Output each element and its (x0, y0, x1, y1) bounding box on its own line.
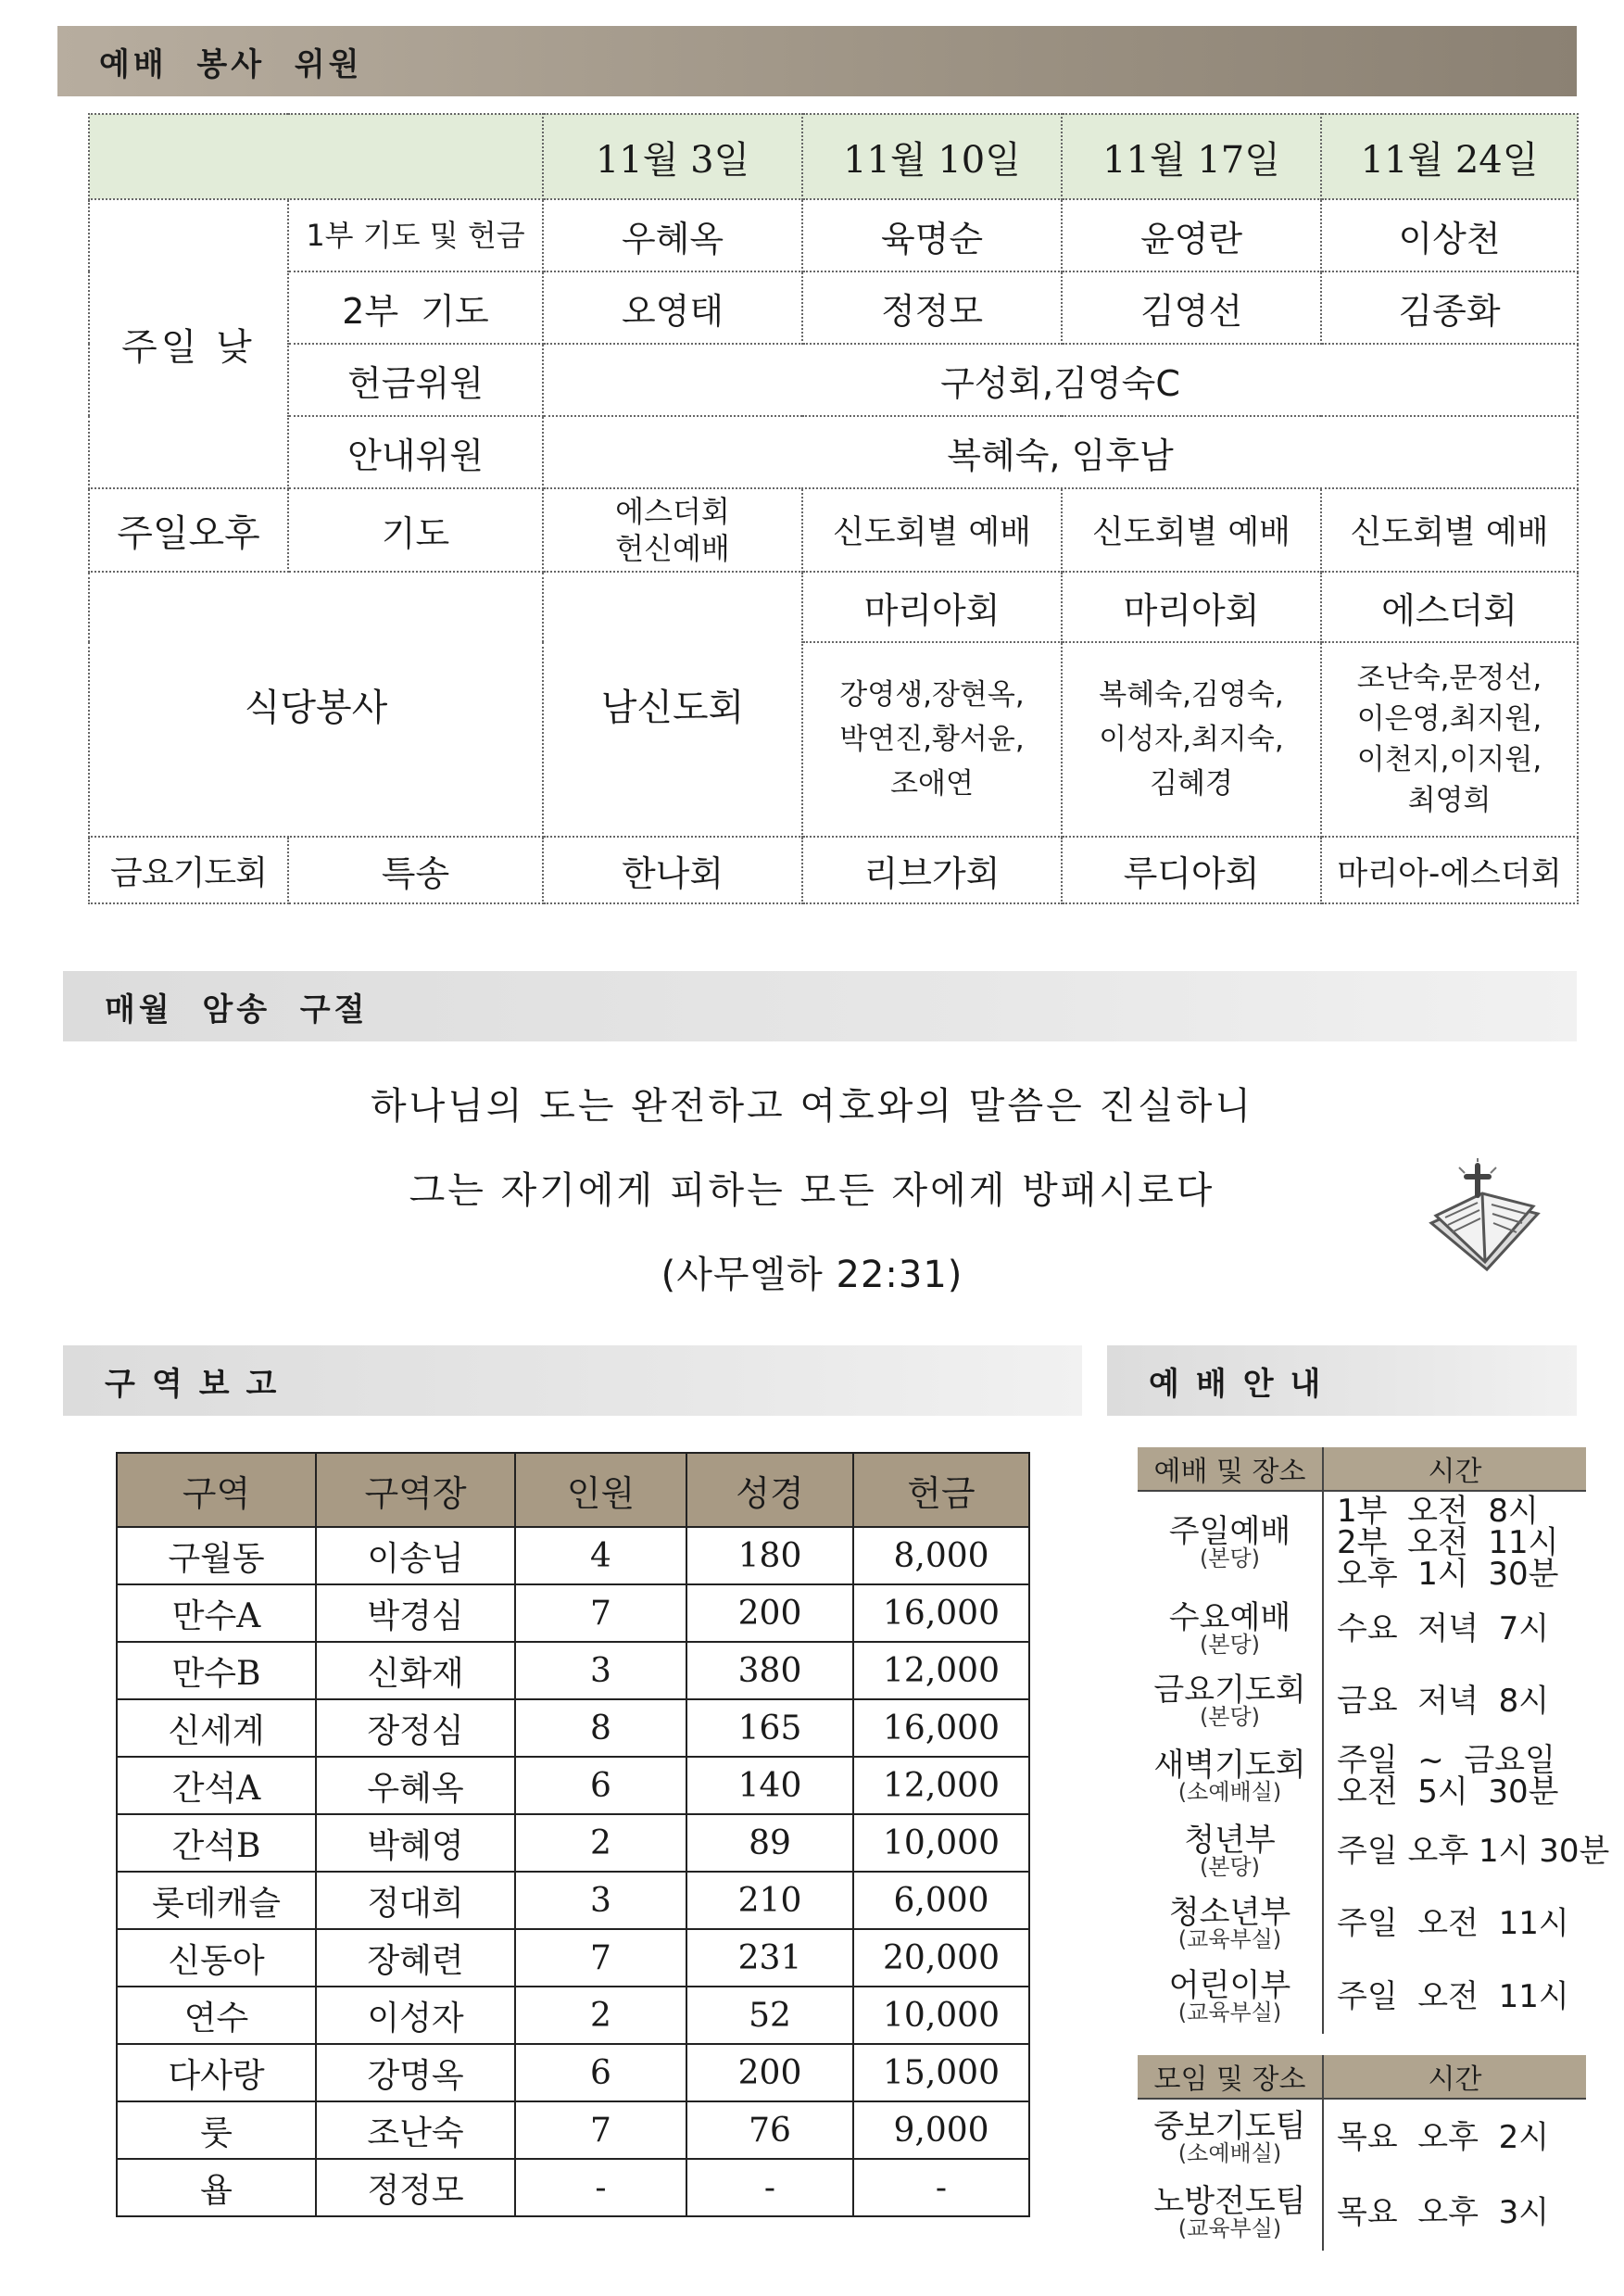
afternoon-week1-line: 헌신예배 (615, 531, 730, 566)
sunday-day-label: 주일 낮 (89, 199, 288, 488)
name-cell: 이상천 (1321, 199, 1578, 271)
table-row (1138, 1887, 1586, 1960)
kitchen-members (1062, 642, 1321, 837)
service-row (89, 199, 1578, 271)
friday-cell: 리브가회 (802, 837, 1062, 903)
offering-amount: 15,000 (853, 2044, 1029, 2101)
worship-place (1138, 1593, 1323, 1665)
kitchen-group: 마리아회 (1062, 572, 1321, 642)
leader-name: 신화재 (316, 1642, 515, 1699)
district-name: 구월동 (117, 1527, 316, 1584)
offering-amount: 16,000 (853, 1699, 1029, 1757)
date-cell: 11월 17일 (1062, 114, 1321, 199)
member-line: 이은영,최지원, (1356, 702, 1542, 736)
service-table (88, 113, 1579, 904)
worship-place (1138, 1665, 1323, 1737)
kitchen-group: 마리아회 (802, 572, 1062, 642)
member-line: 복혜숙,김영숙, (1099, 678, 1284, 712)
worship-location: (본당) (1199, 1854, 1261, 1880)
member-line: 김혜경 (1150, 767, 1233, 801)
leader-name: 이송님 (316, 1527, 515, 1584)
table-row (1138, 1815, 1586, 1887)
table-row (117, 2044, 1029, 2101)
verse-line-2: 그는 자기에게 피하는 모든 자에게 방패시로다 (409, 1169, 1215, 1212)
worship-location: (소예배실) (1177, 1779, 1282, 1805)
worship-time (1323, 1665, 1586, 1737)
usher-names: 복혜숙, 임후남 (543, 416, 1578, 488)
worship-guide-table (1138, 1447, 1610, 2034)
friday-cell: 루디아회 (1062, 837, 1321, 903)
worship-name: 청년부 (1184, 1822, 1276, 1859)
table-row (117, 1584, 1029, 1642)
worship-name: 어린이부 (1168, 1967, 1291, 2004)
district-name: 욥 (117, 2159, 316, 2216)
kitchen-group-row (89, 572, 1578, 642)
friday-row (89, 837, 1578, 903)
worship-time (1323, 2099, 1586, 2175)
table-row (1138, 1960, 1586, 2034)
member-count: 3 (515, 1872, 686, 1929)
table-row (117, 1699, 1029, 1757)
worship-time (1323, 1491, 1586, 1593)
offering-amount: 10,000 (853, 1987, 1029, 2044)
member-line: 이천지,이지원, (1356, 743, 1542, 776)
member-line: 이성자,최지숙, (1099, 723, 1284, 756)
worship-location: (본당) (1199, 1704, 1261, 1730)
leader-name: 강명옥 (316, 2044, 515, 2101)
worship-time (1323, 1815, 1610, 1887)
column-header: 구역장 (316, 1453, 515, 1527)
offering-row (89, 344, 1578, 416)
district-name: 롯데캐슬 (117, 1872, 316, 1929)
date-cell: 11월 10일 (802, 114, 1062, 199)
verse-title: 매월 암송 구절 (105, 990, 369, 1028)
friday-cell: 마리아-에스더회 (1321, 837, 1578, 903)
district-name: 만수B (117, 1642, 316, 1699)
role-cell: 특송 (288, 837, 543, 903)
table-row (117, 2159, 1029, 2216)
member-count: 7 (515, 1929, 686, 1987)
district-name: 신동아 (117, 1929, 316, 1987)
offering-amount: 20,000 (853, 1929, 1029, 1987)
district-table (116, 1452, 1030, 2217)
time-line: 주일 ~ 금요일 (1337, 1742, 1555, 1779)
service-date-row (89, 114, 1578, 199)
bible-count: 231 (686, 1929, 853, 1987)
worship-place (1138, 1815, 1323, 1887)
worship-place (1138, 1960, 1323, 2034)
member-count: 2 (515, 1814, 686, 1872)
column-header: 성경 (686, 1453, 853, 1527)
member-line: 조난숙,문정선, (1356, 662, 1542, 695)
table-row (1138, 1737, 1586, 1815)
district-name: 신세계 (117, 1699, 316, 1757)
role-cell: 안내위원 (288, 416, 543, 488)
offering-amount: 12,000 (853, 1642, 1029, 1699)
bible-count: 89 (686, 1814, 853, 1872)
district-name: 간석A (117, 1757, 316, 1814)
leader-name: 장정심 (316, 1699, 515, 1757)
guide-header-row (1138, 1447, 1586, 1491)
district-name: 연수 (117, 1987, 316, 2044)
table-row (117, 1642, 1029, 1699)
worship-place (1138, 1887, 1323, 1960)
member-line: 강영생,장현옥, (839, 678, 1025, 712)
table-row (117, 1929, 1029, 1987)
time-line: 주일 오후 1시 30분 (1337, 1833, 1610, 1870)
column-header: 헌금 (853, 1453, 1029, 1527)
leader-name: 정정모 (316, 2159, 515, 2216)
table-row (1138, 2175, 1586, 2251)
bible-count: 200 (686, 2044, 853, 2101)
worship-name: 중보기도팀 (1153, 2107, 1306, 2145)
district-header (63, 1345, 1082, 1416)
role-cell: 기도 (288, 488, 543, 572)
district-title: 구역보고 (105, 1365, 294, 1403)
district-name: 다사랑 (117, 2044, 316, 2101)
worship-location: (소예배실) (1177, 2139, 1282, 2166)
district-name: 룻 (117, 2101, 316, 2159)
worship-location: (교육부실) (1177, 2000, 1282, 2025)
member-count: 3 (515, 1642, 686, 1699)
column-header: 시간 (1323, 1447, 1586, 1491)
friday-cell: 한나회 (543, 837, 802, 903)
worship-place (1138, 1491, 1323, 1593)
time-line: 1부 오전 8시 (1337, 1492, 1539, 1530)
member-count: 2 (515, 1987, 686, 2044)
member-count: 8 (515, 1699, 686, 1757)
table-row (1138, 1491, 1586, 1593)
table-row (1138, 1665, 1586, 1737)
bible-count: 52 (686, 1987, 853, 2044)
member-line: 박연진,황서윤, (839, 723, 1025, 756)
worship-place (1138, 1737, 1323, 1815)
worship-location: (교육부실) (1177, 1926, 1282, 1952)
worship-time (1323, 1887, 1586, 1960)
time-line: 목요 오후 2시 (1337, 2118, 1550, 2156)
time-line: 2부 오전 11시 (1337, 1523, 1559, 1561)
bible-count: - (686, 2159, 853, 2216)
district-name: 만수A (117, 1584, 316, 1642)
leader-name: 조난숙 (316, 2101, 515, 2159)
time-line: 금요 저녁 8시 (1337, 1683, 1550, 1720)
member-count: 4 (515, 1527, 686, 1584)
time-line: 수요 저녁 7시 (1337, 1610, 1550, 1647)
worship-location: (교육부실) (1177, 2215, 1282, 2241)
table-row (117, 1987, 1029, 2044)
name-cell: 김종화 (1321, 271, 1578, 344)
worship-time (1323, 2175, 1586, 2251)
worship-name: 금요기도회 (1153, 1672, 1306, 1709)
bible-count: 140 (686, 1757, 853, 1814)
worship-location: (본당) (1199, 1545, 1261, 1571)
bible-count: 200 (686, 1584, 853, 1642)
kitchen-week1: 남신도회 (543, 572, 802, 837)
kitchen-members (802, 642, 1062, 837)
table-row (117, 1814, 1029, 1872)
role-cell: 2부 기도 (288, 271, 543, 344)
bible-count: 380 (686, 1642, 853, 1699)
guide-header (1107, 1345, 1577, 1416)
name-cell: 오영태 (543, 271, 802, 344)
member-count: 7 (515, 2101, 686, 2159)
offering-amount: 6,000 (853, 1872, 1029, 1929)
column-header: 구역 (117, 1453, 316, 1527)
worship-time (1323, 1737, 1586, 1815)
name-cell: 우혜옥 (543, 199, 802, 271)
leader-name: 장혜련 (316, 1929, 515, 1987)
offering-amount: 16,000 (853, 1584, 1029, 1642)
worship-location: (본당) (1199, 1632, 1261, 1658)
member-line: 최영희 (1407, 784, 1492, 817)
bible-count: 180 (686, 1527, 853, 1584)
leader-name: 우혜옥 (316, 1757, 515, 1814)
service-corner-cell (89, 114, 543, 199)
kitchen-members (1321, 642, 1578, 837)
date-cell: 11월 3일 (543, 114, 802, 199)
worship-name: 주일예배 (1168, 1512, 1291, 1550)
kitchen-group: 에스더회 (1321, 572, 1578, 642)
column-header: 예배 및 장소 (1138, 1447, 1323, 1491)
time-line: 오전 5시 30분 (1337, 1773, 1559, 1810)
member-count: 6 (515, 1757, 686, 1814)
role-cell: 1부 기도 및 헌금 (288, 199, 543, 271)
bible-book-icon (1413, 1158, 1552, 1292)
worship-place (1138, 2175, 1323, 2251)
offering-amount: - (853, 2159, 1029, 2216)
verse-reference: (사무엘하 22:31) (661, 1254, 963, 1296)
name-cell: 김영선 (1062, 271, 1321, 344)
time-line: 목요 오후 3시 (1337, 2194, 1550, 2231)
worship-name: 노방전도팀 (1153, 2183, 1306, 2220)
member-count: 7 (515, 1584, 686, 1642)
date-cell: 11월 24일 (1321, 114, 1578, 199)
time-line: 오후 1시 30분 (1337, 1555, 1559, 1593)
name-cell: 윤영란 (1062, 199, 1321, 271)
verse-line-1: 하나님의 도는 완전하고 여호와의 말씀은 진실하니 (370, 1085, 1253, 1128)
afternoon-cell: 신도회별 예배 (1062, 488, 1321, 572)
bible-count: 210 (686, 1872, 853, 1929)
afternoon-label: 주일오후 (89, 488, 288, 572)
afternoon-cell: 신도회별 예배 (802, 488, 1062, 572)
offering-amount: 10,000 (853, 1814, 1029, 1872)
name-cell: 정정모 (802, 271, 1062, 344)
service-row (89, 271, 1578, 344)
service-header (57, 26, 1577, 96)
worship-time (1323, 1593, 1586, 1665)
usher-row (89, 416, 1578, 488)
afternoon-week1 (543, 488, 802, 572)
verse-header (63, 971, 1577, 1041)
afternoon-row (89, 488, 1578, 572)
table-row (117, 1872, 1029, 1929)
member-line: 조애연 (890, 767, 974, 801)
meeting-header-row (1138, 2055, 1586, 2099)
friday-label: 금요기도회 (89, 837, 288, 903)
name-cell: 육명순 (802, 199, 1062, 271)
service-title: 예배 봉사 위원 (99, 45, 363, 83)
table-row (117, 2101, 1029, 2159)
column-header: 시간 (1323, 2055, 1586, 2099)
kitchen-label: 식당봉사 (89, 572, 543, 837)
bible-count: 76 (686, 2101, 853, 2159)
worship-name: 수요예배 (1168, 1599, 1291, 1636)
leader-name: 이성자 (316, 1987, 515, 2044)
worship-time (1323, 1960, 1586, 2034)
afternoon-cell: 신도회별 예배 (1321, 488, 1578, 572)
table-row (117, 1757, 1029, 1814)
afternoon-week1-line: 에스더회 (615, 494, 730, 529)
worship-place (1138, 2099, 1323, 2175)
column-header: 인원 (515, 1453, 686, 1527)
member-count: 6 (515, 2044, 686, 2101)
guide-title: 예배안내 (1149, 1365, 1338, 1403)
leader-name: 정대희 (316, 1872, 515, 1929)
member-count: - (515, 2159, 686, 2216)
leader-name: 박경심 (316, 1584, 515, 1642)
offering-names: 구성회,김영숙C (543, 344, 1578, 416)
worship-name: 새벽기도회 (1153, 1747, 1306, 1784)
table-row (117, 1527, 1029, 1584)
offering-amount: 8,000 (853, 1527, 1029, 1584)
column-header: 모임 및 장소 (1138, 2055, 1323, 2099)
bible-count: 165 (686, 1699, 853, 1757)
worship-name: 청소년부 (1168, 1894, 1291, 1931)
role-cell: 헌금위원 (288, 344, 543, 416)
table-row (1138, 2099, 1586, 2175)
time-line: 주일 오전 11시 (1337, 1978, 1569, 2015)
offering-amount: 9,000 (853, 2101, 1029, 2159)
time-line: 주일 오전 11시 (1337, 1905, 1569, 1942)
district-header-row (117, 1453, 1029, 1527)
offering-amount: 12,000 (853, 1757, 1029, 1814)
leader-name: 박혜영 (316, 1814, 515, 1872)
meeting-guide-table (1138, 2055, 1586, 2251)
table-row (1138, 1593, 1586, 1665)
district-name: 간석B (117, 1814, 316, 1872)
